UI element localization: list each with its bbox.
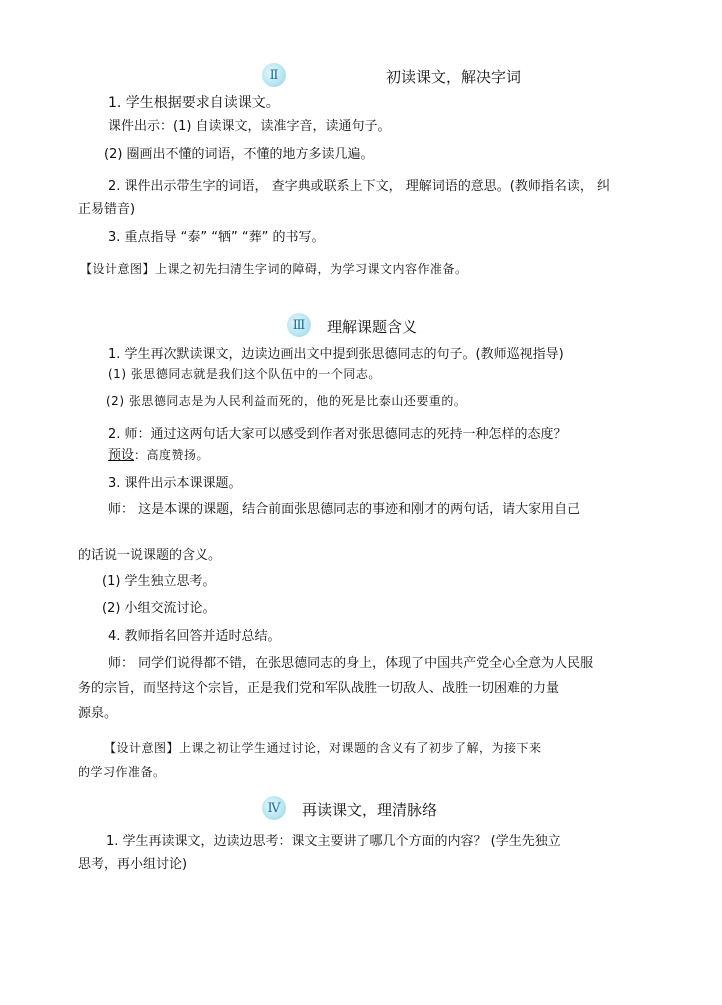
text-line: 师： 同学们说得都不错，在张思德同志的身上，体现了中国共产党全心全意为人民服 xyxy=(108,656,594,671)
preset-text: ：高度赞扬。 xyxy=(134,448,210,462)
section-title: 理解课题含义 xyxy=(327,318,418,336)
text-line: (2) 小组交流讨论。 xyxy=(102,601,216,616)
section-numeral: Ⅲ xyxy=(292,317,306,333)
text-line: 师： 这是本课的课题，结合前面张思德同志的事迹和刚才的两句话，请大家用自己 xyxy=(108,502,581,517)
section-numeral-badge xyxy=(262,63,286,87)
text-line: 1. 学生再次默读课文，边读边画出文中提到张思德同志的句子。(教师巡视指导) xyxy=(108,347,564,362)
design-intent: 的学习作准备。 xyxy=(78,765,166,779)
text-line: (1) 学生独立思考。 xyxy=(102,574,216,589)
text-line: 思考，再小组讨论) xyxy=(78,857,188,872)
text-line: 3. 重点指导 “泰” “牺” “葬” 的书写。 xyxy=(108,230,325,245)
text-line: 1. 学生根据要求自读课文。 xyxy=(108,95,280,111)
text-line: (1) 张思德同志就是我们这个队伍中的一个同志。 xyxy=(108,367,381,381)
text-line: 正易错音) xyxy=(78,202,136,217)
text-line: 2. 师：通过这两句话大家可以感受到作者对张思德同志的死持一种怎样的态度？ xyxy=(108,427,567,442)
preset-label: 预设 xyxy=(108,448,135,463)
section-title: 再读课文，理清脉络 xyxy=(302,801,438,819)
text-line: 源泉。 xyxy=(78,706,118,721)
section-title: 初读课文，解决字词 xyxy=(386,68,522,86)
text-line: 1. 学生再读课文，边读边思考：课文主要讲了哪几个方面的内容？ (学生先独立 xyxy=(106,834,561,849)
text-line: 课件出示：(1) 自读课文，读准字音，读通句子。 xyxy=(108,119,391,134)
text-line: 3. 课件出示本课课题。 xyxy=(108,476,242,491)
text-line: 的话说一说课题的含义。 xyxy=(78,548,222,563)
text-line xyxy=(108,444,209,463)
text-line: (2) 圈画出不懂的词语，不懂的地方多读几遍。 xyxy=(104,147,374,162)
section-numeral-badge xyxy=(287,313,311,337)
design-intent: 【设计意图】上课之初先扫清生字词的障碍，为学习课文内容作准备。 xyxy=(80,262,468,276)
text-line: (2) 张思德同志是为人民利益而死的，他的死是比泰山还要重的。 xyxy=(106,394,467,408)
section-numeral: Ⅱ xyxy=(269,67,279,83)
text-line: 2. 课件出示带生字的词语， 查字典或联系上下文， 理解词语的意思。(教师指名读， 纠 xyxy=(108,179,611,194)
text-line: 务的宗旨，而坚持这个宗旨，正是我们党和军队战胜一切敌人、战胜一切困难的力量 xyxy=(78,681,560,696)
section-numeral-badge xyxy=(262,796,286,820)
section-numeral: Ⅳ xyxy=(267,800,281,816)
text-line: 4. 教师指名回答并适时总结。 xyxy=(108,629,281,644)
design-intent: 【设计意图】上课之初让学生通过讨论，对课题的含义有了初步了解，为接下来 xyxy=(104,741,542,755)
